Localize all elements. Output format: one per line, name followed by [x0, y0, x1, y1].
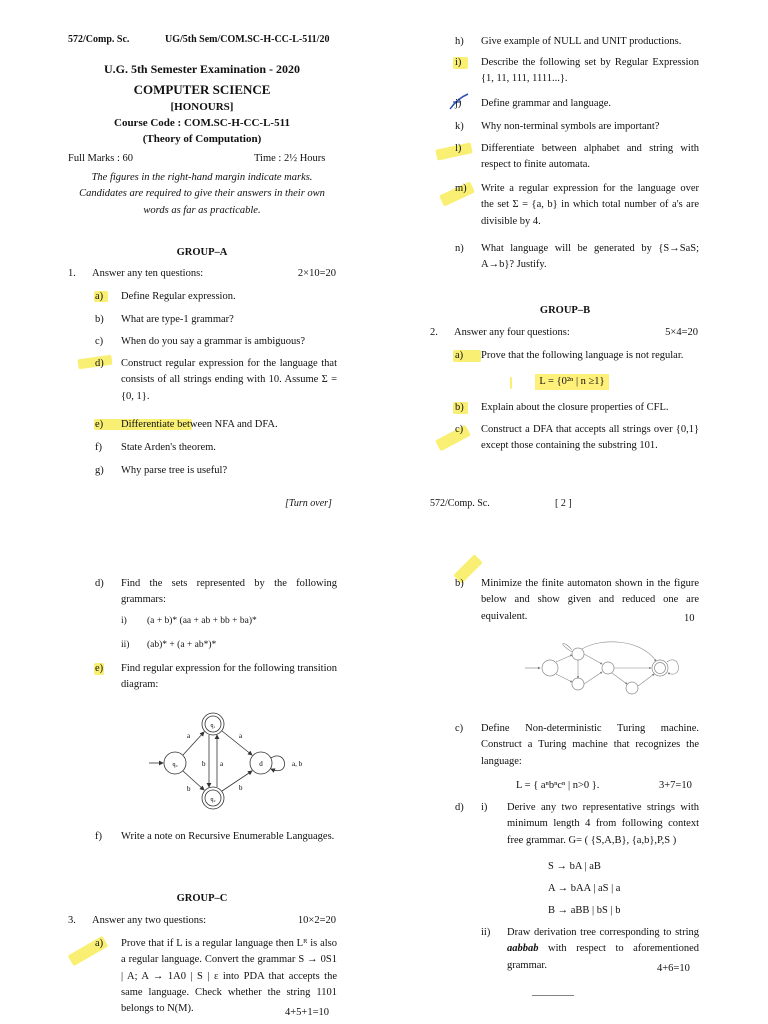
- question-3: [68, 913, 336, 929]
- instructions: The figures in the right-hand margin indicate marks. Candidates are required to give their answers in their own words as far as practicable.: [79, 172, 325, 216]
- svg-text:a: a: [239, 732, 243, 740]
- state-q0-label: q₀: [172, 762, 178, 768]
- state-q1-label: q₁: [210, 723, 216, 729]
- list-item: b) Explain about the closure properties of CFL.: [455, 402, 669, 413]
- list-item: c) Construct a DFA that accepts all strings over {0,1} except those containing the substring 101.: [455, 424, 699, 452]
- question-number: 3.: [68, 915, 76, 926]
- svg-text:a: a: [220, 760, 224, 768]
- list-item: n) What language will be generated by {S→SaS; A→b}? Justify.: [455, 243, 699, 271]
- production-rule: B → aBB | bS | b: [548, 905, 621, 916]
- course-name: (Theory of Computation): [142, 133, 262, 145]
- list-item: d) Find the sets represented by the following grammars:: [95, 578, 337, 606]
- question-marks: 5×4=20: [665, 327, 698, 338]
- list-item: h) Give example of NULL and UNIT productions.: [455, 36, 682, 47]
- question-2: [430, 325, 698, 341]
- paper-ref: UG/5th Sem/COM.SC-H-CC-L-511/20: [165, 34, 330, 45]
- list-item: c) Define Non-deterministic Turing machine. Construct a Turing machine that recognizes the language:: [455, 723, 699, 767]
- list-item: f) State Arden's theorem.: [95, 442, 216, 453]
- question-text: Answer any two questions:: [92, 915, 207, 926]
- list-item: a) Define Regular expression.: [95, 291, 236, 302]
- language-formula: L = {0²ⁿ | n ≥1}: [535, 374, 609, 390]
- list-item: a) Prove that if L is a regular language then Lᴿ is also a regular language. Convert the grammar S → 0S1 | A; A → 1A0 | S | ε into PDA that accepts the same language. Check whether the string 1101 belongs to N(M).: [95, 938, 337, 1015]
- question-text: Answer any ten questions:: [92, 268, 204, 279]
- question-number: 1.: [68, 268, 76, 279]
- full-marks: Full Marks : 60: [68, 153, 134, 164]
- question-marks: 3+7=10: [659, 780, 692, 791]
- list-item: g) Why parse tree is useful?: [95, 465, 228, 476]
- question-number: 2.: [430, 327, 438, 338]
- list-item: k) Why non-terminal symbols are important?: [455, 121, 660, 132]
- sub-item: ii) (ab)* + (a + ab*)*: [121, 640, 217, 650]
- list-item: f) Write a note on Recursive Enumerable Languages.: [95, 831, 335, 842]
- turn-over: [Turn over]: [285, 498, 332, 509]
- transition-diagram: [145, 708, 330, 812]
- list-item: d) Construct regular expression for the language that consists of all strings ending with 10. Assume Σ = {0, 1}.: [95, 358, 337, 402]
- svg-text:b: b: [202, 760, 206, 768]
- honours-label: [HONOURS]: [170, 101, 234, 113]
- list-item: d) i) Derive any two representative strings with minimum length 4 from following context free grammar. G= ( {S,A,B}, {a,b},P,S ): [455, 802, 699, 846]
- state-d-label: d: [259, 760, 263, 768]
- page-number: [ 2 ]: [555, 498, 572, 509]
- highlight-mark: [510, 377, 512, 389]
- list-item: j) Define grammar and language.: [455, 98, 612, 109]
- question-marks: 4+5+1=10: [285, 1007, 330, 1018]
- question-marks: 10×2=20: [297, 915, 336, 926]
- automaton-figure: [520, 640, 688, 708]
- question-text: Answer any four questions:: [454, 327, 570, 338]
- list-item: m) Write a regular expression for the language over the set Σ = {a, b} in which total number of a's are divisible by 4.: [455, 183, 699, 227]
- svg-text:b: b: [187, 785, 191, 793]
- time-allowed: Time : 2½ Hours: [254, 153, 326, 164]
- exam-title: U.G. 5th Semester Examination - 2020: [103, 62, 301, 76]
- svg-text:b: b: [239, 784, 243, 792]
- question-marks: 4+6=10: [657, 963, 690, 974]
- group-b-heading: GROUP–B: [539, 305, 591, 316]
- list-item: e) Find regular expression for the following transition diagram:: [95, 663, 337, 691]
- list-item: e) Differentiate between NFA and DFA.: [95, 419, 278, 430]
- group-c-heading: GROUP–C: [176, 893, 228, 904]
- list-item: b) Minimize the finite automaton shown in the figure below and show given and reduced one are equivalent.: [455, 578, 699, 622]
- footer-code: 572/Comp. Sc.: [430, 498, 490, 509]
- question-marks: 2×10=20: [297, 268, 336, 279]
- sub-item: ii) Draw derivation tree corresponding to string aabbab with respect to aforementioned grammar.: [481, 925, 699, 974]
- question-marks: 10: [684, 613, 695, 624]
- list-item: c) When do you say a grammar is ambiguous?: [95, 336, 305, 347]
- state-q2-label: q₂: [210, 797, 216, 803]
- sub-item: i) (a + b)* (aa + ab + bb + ba)*: [121, 616, 257, 626]
- list-item: a) Prove that the following language is not regular.: [455, 350, 684, 361]
- production-rule: S → bA | aB: [548, 861, 601, 872]
- sub-item-text: Draw derivation tree corresponding to string aabbab with respect to aforementioned grammar.: [507, 927, 700, 971]
- paper-code: 572/Comp. Sc.: [68, 34, 130, 45]
- production-rule: A → bAA | aS | a: [548, 883, 621, 894]
- course-code: Course Code : COM.SC-H-CC-L-511: [114, 117, 290, 129]
- list-item: l) Differentiate between alphabet and string with respect to finite automata.: [455, 143, 699, 171]
- list-item: b) What are type-1 grammar?: [95, 314, 234, 325]
- svg-text:a, b: a, b: [292, 760, 303, 768]
- group-a-heading: GROUP–A: [176, 247, 228, 258]
- subject-title: COMPUTER SCIENCE: [133, 82, 271, 97]
- language-formula: L = { aⁿbⁿcⁿ | n>0 }.: [516, 780, 600, 791]
- question-1: [68, 266, 336, 282]
- svg-text:a: a: [187, 732, 191, 740]
- list-item: i) Describe the following set by Regular Expression {1, 11, 111, 1111...}.: [455, 57, 699, 85]
- end-line: ________: [532, 986, 574, 997]
